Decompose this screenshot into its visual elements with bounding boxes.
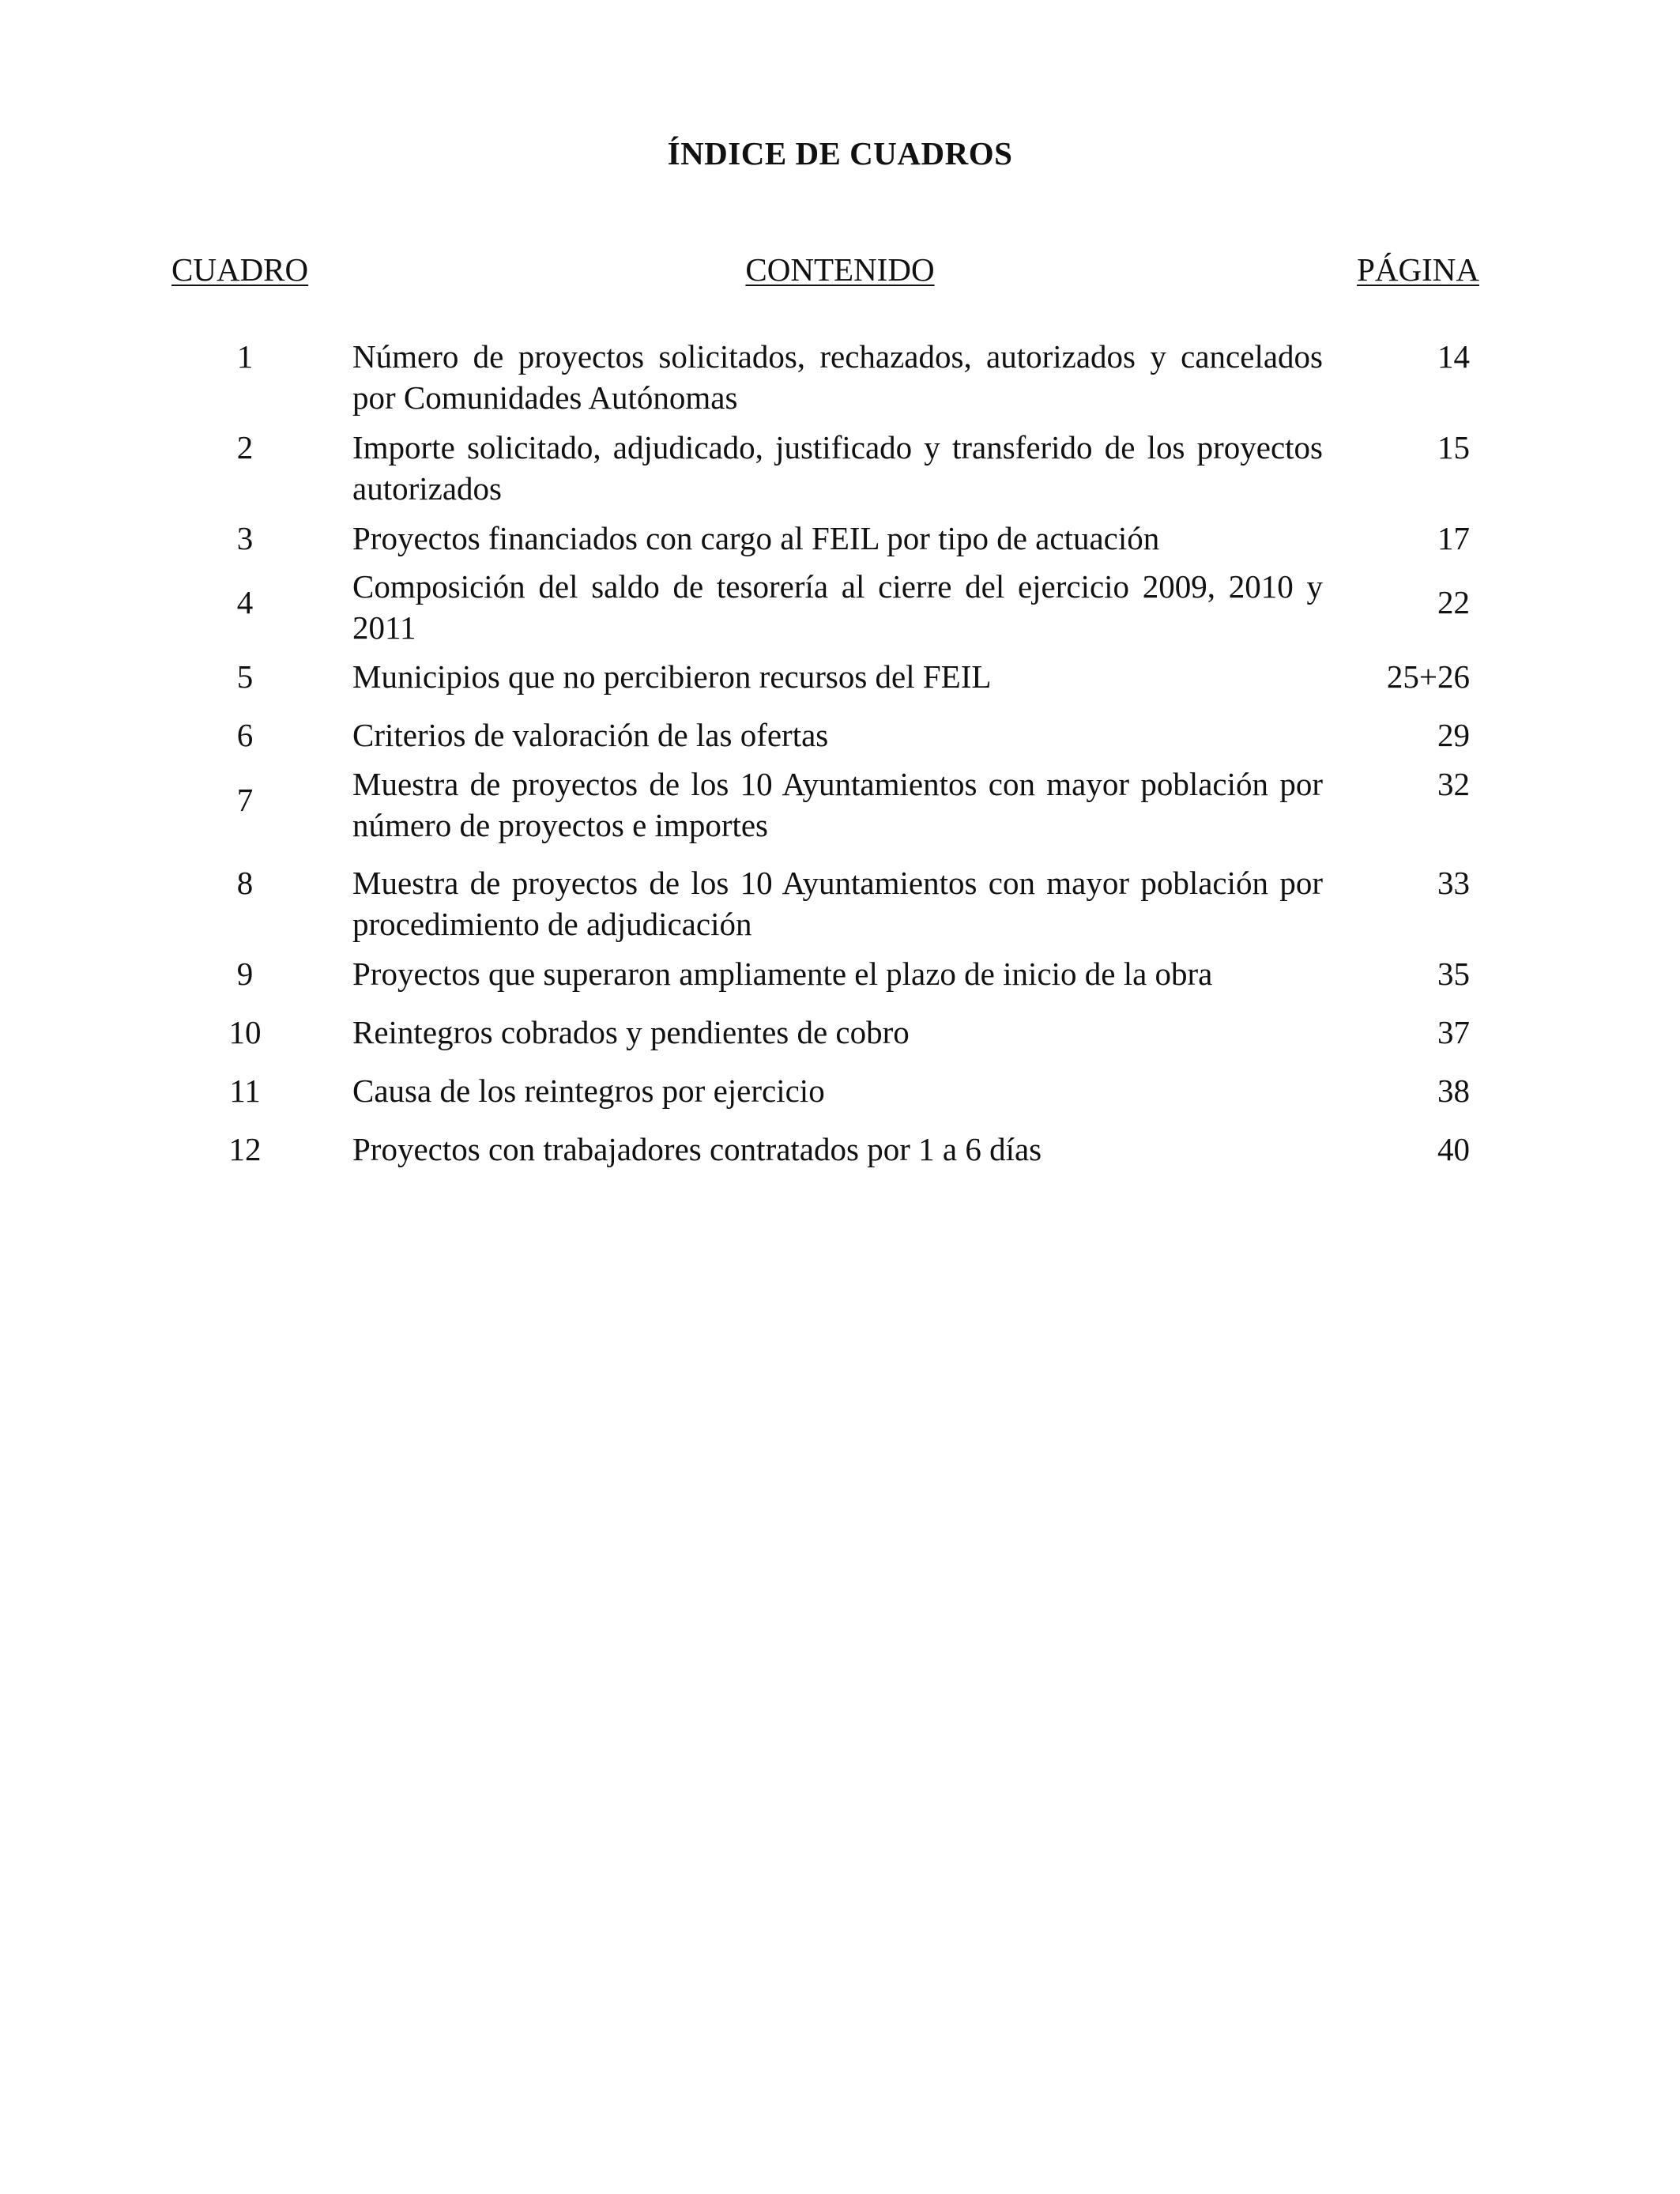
cuadro-number: 2: [236, 429, 254, 466]
cuadro-number: 10: [228, 1014, 262, 1050]
column-headers: [0, 251, 1680, 290]
cuadro-content: Número de proyectos solicitados, rechazados, autorizados y cancelados por Comunidades Autónomas: [352, 338, 1323, 416]
cuadro-number: 8: [236, 865, 254, 901]
cuadro-content: Muestra de proyectos de los 10 Ayuntamientos con mayor población por número de proyectos e importes: [352, 766, 1323, 843]
cuadro-page: 38: [1437, 1072, 1470, 1109]
cuadro-content: Importe solicitado, adjudicado, justificado y transferido de los proyectos autorizados: [352, 429, 1323, 507]
cuadro-number: 1: [236, 338, 254, 375]
header-cuadro: CUADRO: [171, 251, 309, 288]
cuadro-number: 11: [229, 1072, 261, 1109]
cuadro-number: 4: [236, 584, 254, 620]
cuadro-content: Municipios que no percibieron recursos del FEIL: [352, 658, 992, 695]
cuadro-content: Proyectos financiados con cargo al FEIL por tipo de actuación: [352, 520, 1160, 556]
cuadro-page: 37: [1437, 1014, 1470, 1050]
cuadro-number: 12: [228, 1131, 262, 1167]
cuadro-number: 6: [236, 717, 254, 753]
page-title: ÍNDICE DE CUADROS: [667, 135, 1013, 172]
cuadro-page: 40: [1437, 1131, 1470, 1167]
cuadro-page: 29: [1437, 717, 1470, 753]
cuadro-number: 9: [236, 956, 254, 992]
cuadro-number: 5: [236, 658, 254, 695]
cuadro-content: Criterios de valoración de las ofertas: [352, 717, 829, 753]
header-contenido: CONTENIDO: [745, 251, 935, 288]
cuadro-content: Composición del saldo de tesorería al cierre del ejercicio 2009, 2010 y 2011: [352, 568, 1323, 646]
cuadro-page: 35: [1437, 956, 1470, 992]
cuadro-number: 3: [236, 520, 254, 556]
cuadro-page: 32: [1437, 766, 1470, 802]
cuadro-content: Muestra de proyectos de los 10 Ayuntamientos con mayor población por procedimiento de adjudicación: [352, 865, 1323, 942]
cuadro-page: 15: [1437, 429, 1470, 466]
cuadro-content: Proyectos con trabajadores contratados por 1 a 6 días: [352, 1131, 1042, 1167]
cuadro-number: 7: [236, 782, 254, 818]
header-pagina: PÁGINA: [1357, 251, 1479, 288]
cuadro-page: 33: [1437, 865, 1470, 901]
cuadro-content: Causa de los reintegros por ejercicio: [352, 1072, 825, 1109]
cuadro-content: Proyectos que superaron ampliamente el plazo de inicio de la obra: [352, 956, 1213, 992]
cuadro-content: Reintegros cobrados y pendientes de cobro: [352, 1014, 910, 1050]
cuadro-page: 14: [1437, 338, 1470, 375]
cuadro-page: 25+26: [1386, 658, 1470, 695]
cuadro-page: 17: [1437, 520, 1470, 556]
cuadro-page: 22: [1437, 584, 1470, 620]
